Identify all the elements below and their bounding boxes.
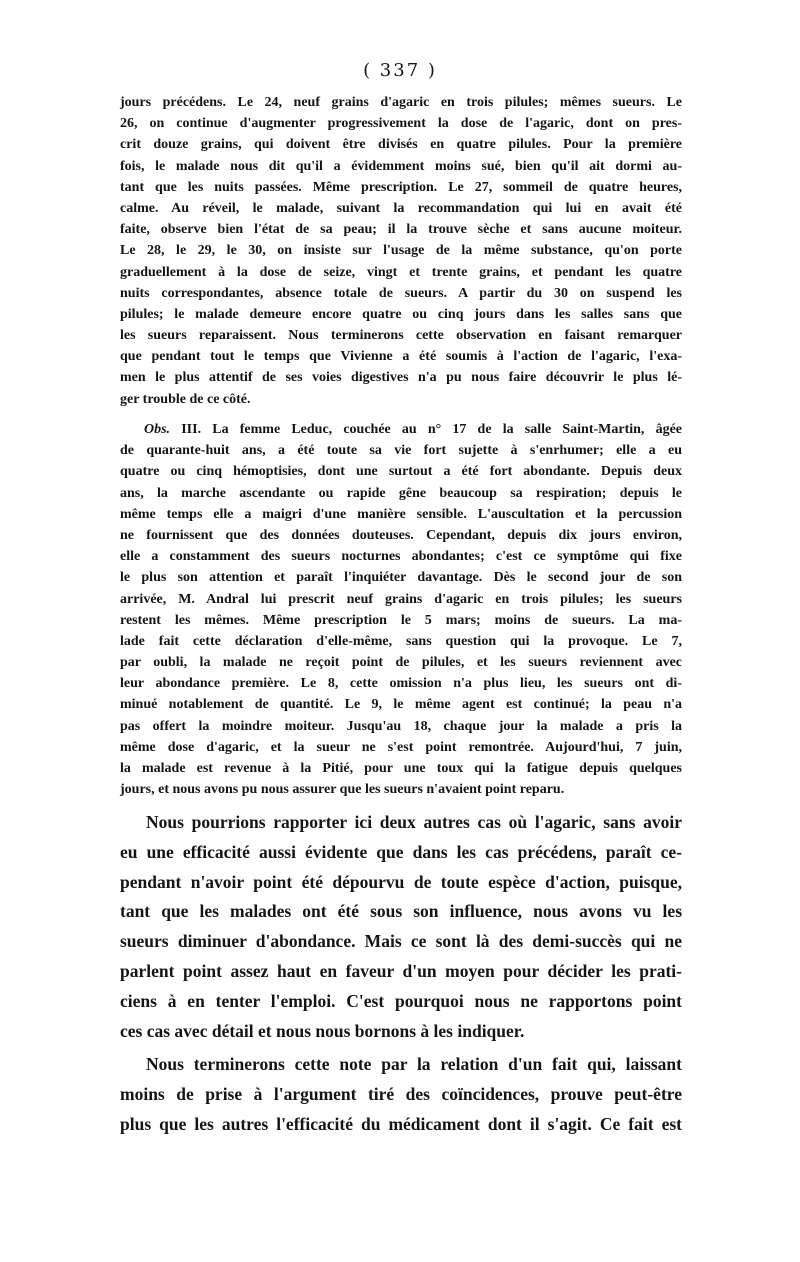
text-line: Nous pourrions rapporter ici deux autres cas où l'agaric, sans avoir: [146, 812, 682, 832]
text-line: [120, 419, 682, 440]
text-line: elle a constamment des sueurs nocturnes abondantes; c'est ce symptôme qui fixe: [120, 549, 682, 565]
text-line: Nous terminerons cette note par la relation d'un fait qui, laissant: [146, 1054, 682, 1074]
text-line: lade fait cette déclaration d'elle-même, sans question qui la provoque. Le 7,: [120, 633, 682, 649]
text-line: calme. Au réveil, le malade, suivant la recommandation qui lui en avait été: [120, 200, 682, 216]
paragraph-observation-continued: [120, 92, 682, 410]
text-line: faite, observe bien l'état de sa peau; il la trouve sèche et sans aucune moiteur.: [120, 222, 682, 238]
page-number: ( 337 ): [363, 60, 437, 81]
text-line: même dose d'agaric, et la sueur ne s'est point remontrée. Aujourd'hui, 7 juin,: [120, 739, 682, 755]
text-line: arrivée, M. Andral lui prescrit neuf grains d'agaric en trois pilules; les sueurs: [120, 591, 682, 607]
text-line: même temps elle a maigri d'une manière sensible. L'auscultation et la percussion: [120, 506, 682, 522]
text-line: graduellement à la dose de seize, vingt et trente grains, et pendant les quatre: [120, 264, 682, 280]
text-line: jours précédens. Le 24, neuf grains d'agaric en trois pilules; mêmes sueurs. Le: [120, 95, 682, 110]
paragraph-observation-3: [120, 419, 682, 800]
text-line: minué notablement de quantité. Le 9, le même agent est continué; la peau n'a: [120, 697, 682, 713]
text-line: le plus son attention et paraît l'inquiéter davantage. Dès le second jour de son: [120, 570, 682, 586]
text-line: tant que les nuits passées. Même prescription. Le 27, sommeil de quatre heures,: [120, 179, 682, 195]
text-line: ger trouble de ce côté.: [120, 391, 251, 407]
text-line: fois, le malade nous dit qu'il a évidemment moins sué, bien qu'il ait dormi au-: [120, 158, 682, 174]
paragraph-final-case: [120, 1050, 682, 1139]
text-line: eu une efficacité aussi évidente que dans les cas précédens, paraît ce-: [120, 841, 682, 862]
text-line: ne fournissent que des données douteuses. Cependant, depuis dix jours environ,: [120, 527, 682, 543]
text-line: sueurs diminuer d'abondance. Mais ce sont là des demi-succès qui ne: [120, 931, 682, 952]
text-line: ciens à en tenter l'emploi. C'est pourquoi nous ne rapportons point: [120, 990, 682, 1011]
text-line: ans, la marche ascendante ou rapide gêne beaucoup sa respiration; depuis le: [120, 485, 682, 501]
text-line: jours, et nous avons pu nous assurer que les sueurs n'avaient point reparu.: [120, 782, 565, 798]
text-line: Le 28, le 29, le 30, on insiste sur l'usage de la même substance, qu'on porte: [120, 243, 682, 259]
text-line: crit douze grains, qui doivent être divisés en quatre pilules. Pour la première: [120, 137, 682, 153]
text-line: restent les mêmes. Même prescription le 5 mars; moins de sueurs. La ma-: [120, 612, 682, 628]
observation-heading-text: III. La femme Leduc, couchée au n° 17 de la salle Saint-Martin, âgée: [181, 422, 683, 437]
text-line: les sueurs reparaissent. Nous terminerons cette observation en faisant remarquer: [120, 328, 682, 344]
text-line: pendant n'avoir point été dépourvu de toute espèce d'action, puisque,: [120, 871, 682, 892]
text-line: 26, on continue d'augmenter progressivement la dose de l'agaric, dont on pres-: [120, 116, 682, 132]
text-line: parlent point assez haut en faveur d'un moyen pour décider les prati-: [120, 960, 682, 981]
text-line: plus que les autres l'efficacité du médicament dont il s'agit. Ce fait est: [120, 1113, 682, 1134]
text-line: nuits correspondantes, absence totale de sueurs. A partir du 30 on suspend les: [120, 285, 682, 301]
text-line: men le plus attentif de ses voies digestives n'a pu nous faire découvrir le plus lé-: [120, 370, 682, 386]
text-line: leur abondance première. Le 8, cette omission n'a plus lieu, les sueurs ont di-: [120, 676, 682, 692]
text-line: pilules; le malade demeure encore quatre ou cinq jours dans les salles sans que: [120, 306, 682, 322]
observation-label: Obs.: [144, 422, 171, 437]
text-line: ces cas avec détail et nous nous bornons à les indiquer.: [120, 1020, 525, 1041]
paragraph-other-cases: [120, 808, 682, 1046]
text-line: tant que les malades ont été sous son influence, nous avons vu les: [120, 901, 682, 922]
text-line: quatre ou cinq hémoptisies, dont une surtout a été fort abondante. Depuis deux: [120, 464, 682, 480]
text-line: de quarante-huit ans, a été toute sa vie fort sujette à s'enrhumer; elle a eu: [120, 443, 682, 459]
text-line: que pendant tout le temps que Vivienne a été soumis à l'action de l'agaric, l'exa-: [120, 349, 682, 365]
text-line: pas offert la moindre moiteur. Jusqu'au 18, chaque jour la malade a pris la: [120, 718, 682, 734]
text-line: par oubli, la malade ne reçoit point de pilules, et les sueurs reviennent avec: [120, 655, 682, 671]
text-line: la malade est revenue à la Pitié, pour une toux qui la fatigue depuis quelques: [120, 761, 682, 776]
text-line: moins de prise à l'argument tiré des coïncidences, prouve peut-être: [120, 1083, 682, 1104]
